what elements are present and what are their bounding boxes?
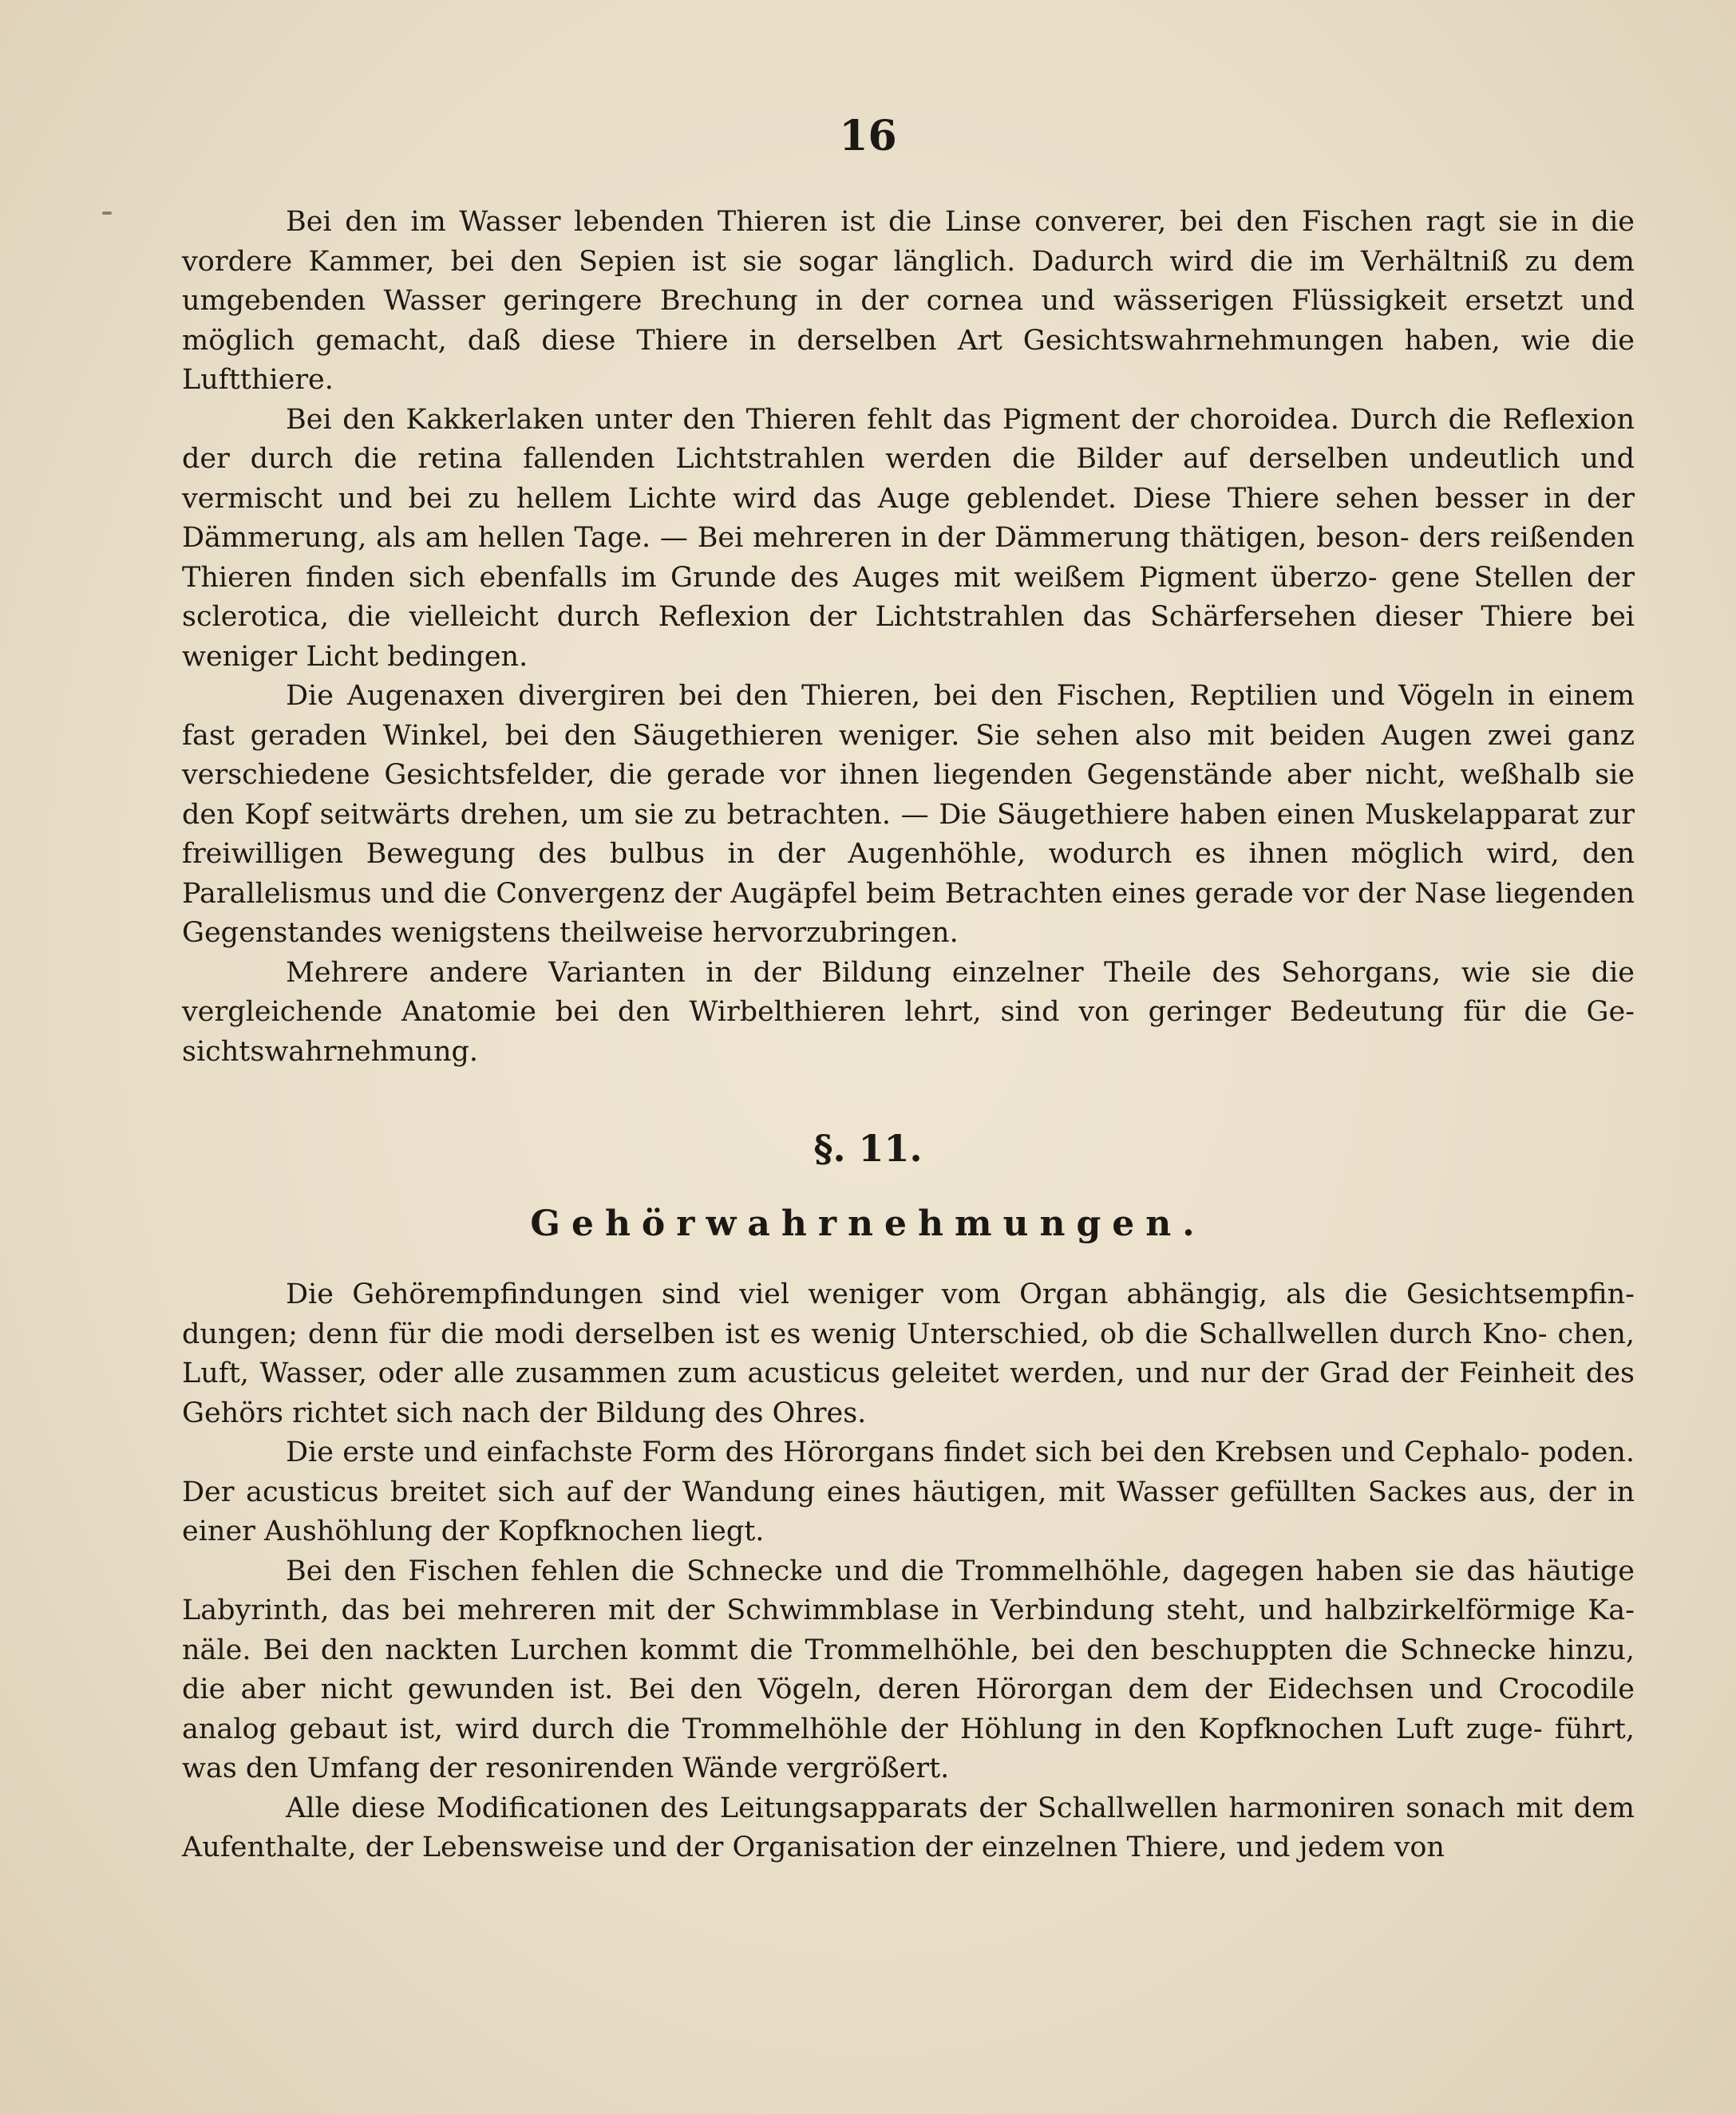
paragraph: Bei den Kakkerlaken unter den Thieren fehlt das Pigment der choroidea. Durch die Reflexion der durch die retina fallenden Lichtstrahlen werden die Bilder auf derselben undeutlich und vermischt und bei zu hellem Lichte wird das Auge geblendet. Diese Thiere sehen besser in der Dämmerung, als am hellen Tage. — Bei mehreren in der Dämmerung thätigen, beson- ders reißenden Thieren finden sich ebenfalls im Grunde des Auges mit weißem Pigment überzo- gene Stellen der sclerotica, die vielleicht durch Reflexion der Lichtstrahlen das Schärfersehen dieser Thiere bei weniger Licht bedingen. bbox=[182, 403, 1635, 673]
paragraph: Mehrere andere Varianten in der Bildung einzelner Theile des Sehorgans, wie sie die vergleichende Anatomie bei den Wirbelthieren lehrt, sind von geringer Bedeutung für die Ge- sichtswahrnehmung. bbox=[182, 956, 1635, 1068]
section-title: Gehörwahrnehmungen. bbox=[530, 1203, 1206, 1244]
section-number: §. 11. bbox=[813, 1127, 923, 1170]
paragraph: Die Gehörempfindungen sind viel weniger vom Organ abhängig, als die Gesichtsempfin- dungen; denn für die modi derselben ist es wenig Unterschied, ob die Schallwellen durch Kno- chen, Luft, Wasser, oder alle zusammen zum acusticus geleitet werden, und nur der Grad der Feinheit des Gehörs richtet sich nach der Bildung des Ohres. bbox=[182, 1278, 1635, 1429]
ink-speck bbox=[102, 211, 112, 215]
page-number: 16 bbox=[839, 112, 897, 160]
paragraph: Bei den im Wasser lebenden Thieren ist die Linse converer, bei den Fischen ragt sie in die vordere Kammer, bei den Sepien ist sie sogar länglich. Dadurch wird die im Verhältniß zu dem umgebenden Wasser geringere Brechung in der cornea und wässerigen Flüssigkeit ersetzt und möglich gemacht, daß diese Thiere in derselben Art Gesichtswahrnehmungen haben, wie die Luftthiere. bbox=[182, 206, 1635, 396]
paragraph: Bei den Fischen fehlen die Schnecke und die Trommelhöhle, dagegen haben sie das häutige Labyrinth, das bei mehreren mit der Schwimmblase in Verbindung steht, und halbzirkelförmige Ka- näle. Bei den nackten Lurchen kommt die Trommelhöhle, bei den beschuppten die Schnecke hinzu, die aber nicht gewunden ist. Bei den Vögeln, deren Hörorgan dem der Eidechsen und Crocodile analog gebaut ist, wird durch die Trommelhöhle der Höhlung in den Kopfknochen Luft zuge- führt, was den Umfang der resonirenden Wände vergrößert. bbox=[182, 1555, 1635, 1784]
body-text-section-10 bbox=[182, 203, 1635, 1072]
paragraph: Alle diese Modificationen des Leitungsapparats der Schallwellen harmoniren sonach mit dem Aufenthalte, der Lebensweise und der Organisation der einzelnen Thiere, und jedem von bbox=[182, 1792, 1635, 1863]
paragraph: Die Augenaxen divergiren bei den Thieren, bei den Fischen, Reptilien und Vögeln in einem fast geraden Winkel, bei den Säugethieren weniger. Sie sehen also mit beiden Augen zwei ganz verschiedene Gesichtsfelder, die gerade vor ihnen liegenden Gegenstände aber nicht, weßhalb sie den Kopf seitwärts drehen, um sie zu betrachten. — Die Säugethiere haben einen Muskelapparat zur freiwilligen Bewegung des bulbus in der Augenhöhle, wodurch es ihnen möglich wird, den Parallelismus und die Convergenz der Augäpfel beim Betrachten eines gerade vor der Nase liegenden Gegenstandes wenigstens theilweise hervorzubringen. bbox=[182, 680, 1635, 949]
paragraph: Die erste und einfachste Form des Hörorgans findet sich bei den Krebsen und Cephalo- poden. Der acusticus breitet sich auf der Wandung eines häutigen, mit Wasser gefüllten Sackes aus, der in einer Aushöhlung der Kopfknochen liegt. bbox=[182, 1436, 1635, 1547]
body-text-section-11 bbox=[182, 1275, 1635, 1868]
